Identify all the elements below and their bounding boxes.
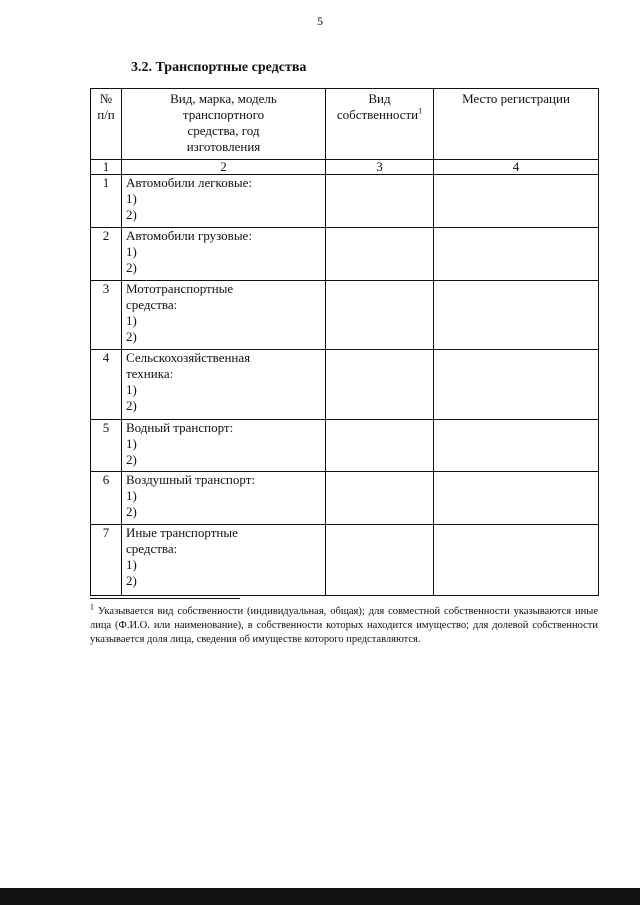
table-row: 1 Автомобили легковые: 1) 2) xyxy=(91,175,599,228)
footnote-text: Указывается вид собственности (индивидуальная, общая); для совместной собственности указываются иные лица (Ф.И.О. или наименование), в собственности которых находится имущество; для долевой собственности указывается доля лица, сведения об имуществе которого представляются. xyxy=(90,606,598,645)
page-number: 5 xyxy=(317,14,323,28)
header-number: № п/п xyxy=(91,89,122,160)
table-row: 6 Воздушный транспорт: 1) 2) xyxy=(91,472,599,525)
table-row: 4 Сельскохозяйственная техника: 1) 2) xyxy=(91,350,599,420)
registration-cell xyxy=(434,525,599,596)
header-vehicle: Вид, марка, модель транспортного средства, год изготовления xyxy=(122,89,326,160)
ownership-cell xyxy=(326,472,434,525)
header-registration: Место регистрации xyxy=(434,89,599,160)
registration-cell xyxy=(434,175,599,228)
ownership-cell xyxy=(326,281,434,350)
registration-cell xyxy=(434,281,599,350)
registration-cell xyxy=(434,472,599,525)
vehicles-table xyxy=(90,88,599,596)
table-header-row xyxy=(91,89,599,160)
scan-edge-bar xyxy=(0,888,640,905)
ownership-cell xyxy=(326,228,434,281)
table-row: 2 Автомобили грузовые: 1) 2) xyxy=(91,228,599,281)
footnote-divider xyxy=(90,598,240,599)
footnote-mark: 1 xyxy=(418,106,423,116)
ownership-cell xyxy=(326,175,434,228)
section-title: 3.2. Транспортные средства xyxy=(131,60,307,75)
header-ownership: Вид собственности$^1$ xyxy=(326,89,434,160)
footnote xyxy=(90,602,598,647)
ownership-cell xyxy=(326,525,434,596)
registration-cell xyxy=(434,228,599,281)
registration-cell xyxy=(434,420,599,472)
table-row: 5 Водный транспорт: 1) 2) xyxy=(91,420,599,472)
ownership-cell xyxy=(326,350,434,420)
table-row: 3 Мототранспортные средства: 1) 2) xyxy=(91,281,599,350)
ownership-cell xyxy=(326,420,434,472)
footnote-mark: 1 xyxy=(90,602,94,612)
table-row: 7 Иные транспортные средства: 1) 2) xyxy=(91,525,599,596)
column-numbers-row: 1 2 3 4 xyxy=(91,160,599,175)
registration-cell xyxy=(434,350,599,420)
